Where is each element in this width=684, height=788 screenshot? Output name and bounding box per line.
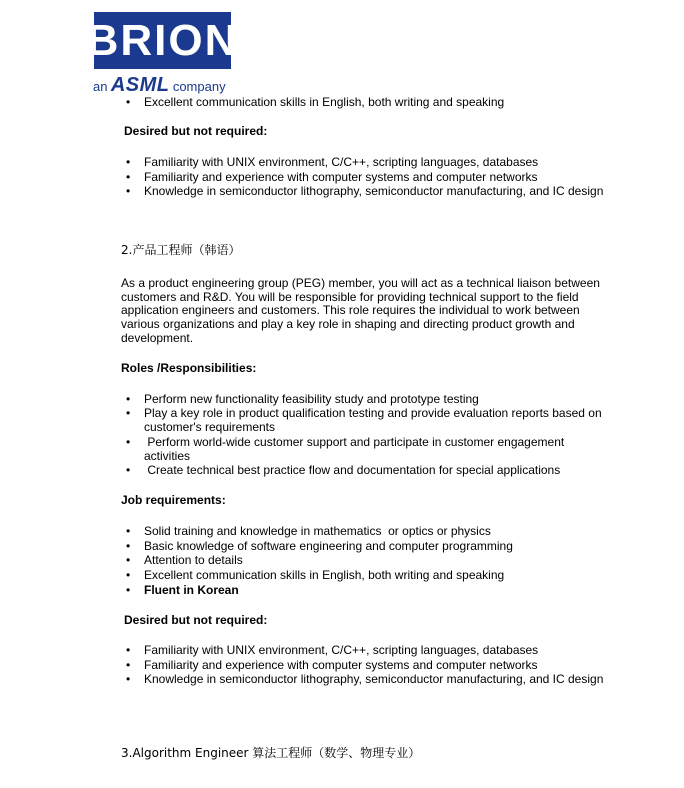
bullet-icon: • xyxy=(126,406,131,420)
bullet-icon: • xyxy=(126,568,131,582)
paragraph-line: development. xyxy=(121,331,194,345)
list-item: Solid training and knowledge in mathematics or optics or physics xyxy=(144,524,491,538)
list-item: Familiarity with UNIX environment, C/C++, scripting languages, databases xyxy=(144,155,539,169)
list-item: Basic knowledge of software engineering and computer programming xyxy=(144,539,513,553)
list-item: Knowledge in semiconductor lithography, semiconductor manufacturing, and IC design xyxy=(144,672,604,686)
paragraph-line: As a product engineering group (PEG) member, you will act as a technical liaison between xyxy=(121,276,600,290)
bullet-icon: • xyxy=(126,170,131,184)
list-item: Knowledge in semiconductor lithography, semiconductor manufacturing, and IC design xyxy=(144,184,604,198)
list-item: Familiarity and experience with computer systems and computer networks xyxy=(144,658,538,672)
bullet-icon: • xyxy=(126,643,131,657)
list-item: Create technical best practice flow and documentation for special applications xyxy=(144,463,561,477)
logo-prefix: an xyxy=(93,79,108,94)
desired-heading: Desired but not required: xyxy=(124,124,268,138)
paragraph-line: various organizations and play a key role in shaping and directing product growth and xyxy=(121,317,575,331)
bullet-icon: • xyxy=(126,463,131,477)
logo-asml: ASML xyxy=(110,74,170,96)
list-item-continuation: activities xyxy=(144,449,191,463)
logo-suffix: company xyxy=(172,79,226,94)
section-title: 2.产品工程师（韩语） xyxy=(121,243,241,257)
bullet-icon: • xyxy=(126,553,131,567)
roles-heading: Roles /Responsibilities: xyxy=(121,361,257,375)
list-item-bold: Fluent in Korean xyxy=(144,583,239,597)
bullet-icon: • xyxy=(126,392,131,406)
list-item: Excellent communication skills in English, both writing and speaking xyxy=(144,568,505,582)
list-item: Familiarity and experience with computer systems and computer networks xyxy=(144,170,538,184)
desired-heading: Desired but not required: xyxy=(124,613,268,627)
job-heading: Job requirements: xyxy=(121,493,226,507)
section-title: 3.Algorithm Engineer 算法工程师（数学、物理专业） xyxy=(121,746,421,760)
bullet-icon: • xyxy=(126,658,131,672)
list-item: Perform new functionality feasibility study and prototype testing xyxy=(144,392,479,406)
bullet-icon: • xyxy=(126,435,131,449)
list-item: Attention to details xyxy=(144,553,243,567)
logo-tagline xyxy=(93,74,226,97)
bullet-icon: • xyxy=(126,155,131,169)
bullet-icon: • xyxy=(126,524,131,538)
paragraph-line: customers and R&D. You will be responsible for providing technical support to the field xyxy=(121,290,579,304)
logo-brand-text: BRION xyxy=(86,15,239,65)
bullet-icon: • xyxy=(126,539,131,553)
bullet-icon: • xyxy=(126,672,131,686)
list-item: Perform world-wide customer support and participate in customer engagement xyxy=(144,435,565,449)
list-item-continuation: customer's requirements xyxy=(144,420,276,434)
list-item: Familiarity with UNIX environment, C/C++, scripting languages, databases xyxy=(144,643,539,657)
bullet-icon: • xyxy=(126,583,131,597)
bullet-icon: • xyxy=(126,184,131,198)
brion-logo xyxy=(86,12,239,69)
bullet-icon: • xyxy=(126,95,131,109)
list-item: Play a key role in product qualification testing and provide evaluation reports based on xyxy=(144,406,602,420)
paragraph-line: application engineers and customers. This role requires the individual to work between xyxy=(121,303,580,317)
list-item: Excellent communication skills in English, both writing and speaking xyxy=(144,95,505,109)
